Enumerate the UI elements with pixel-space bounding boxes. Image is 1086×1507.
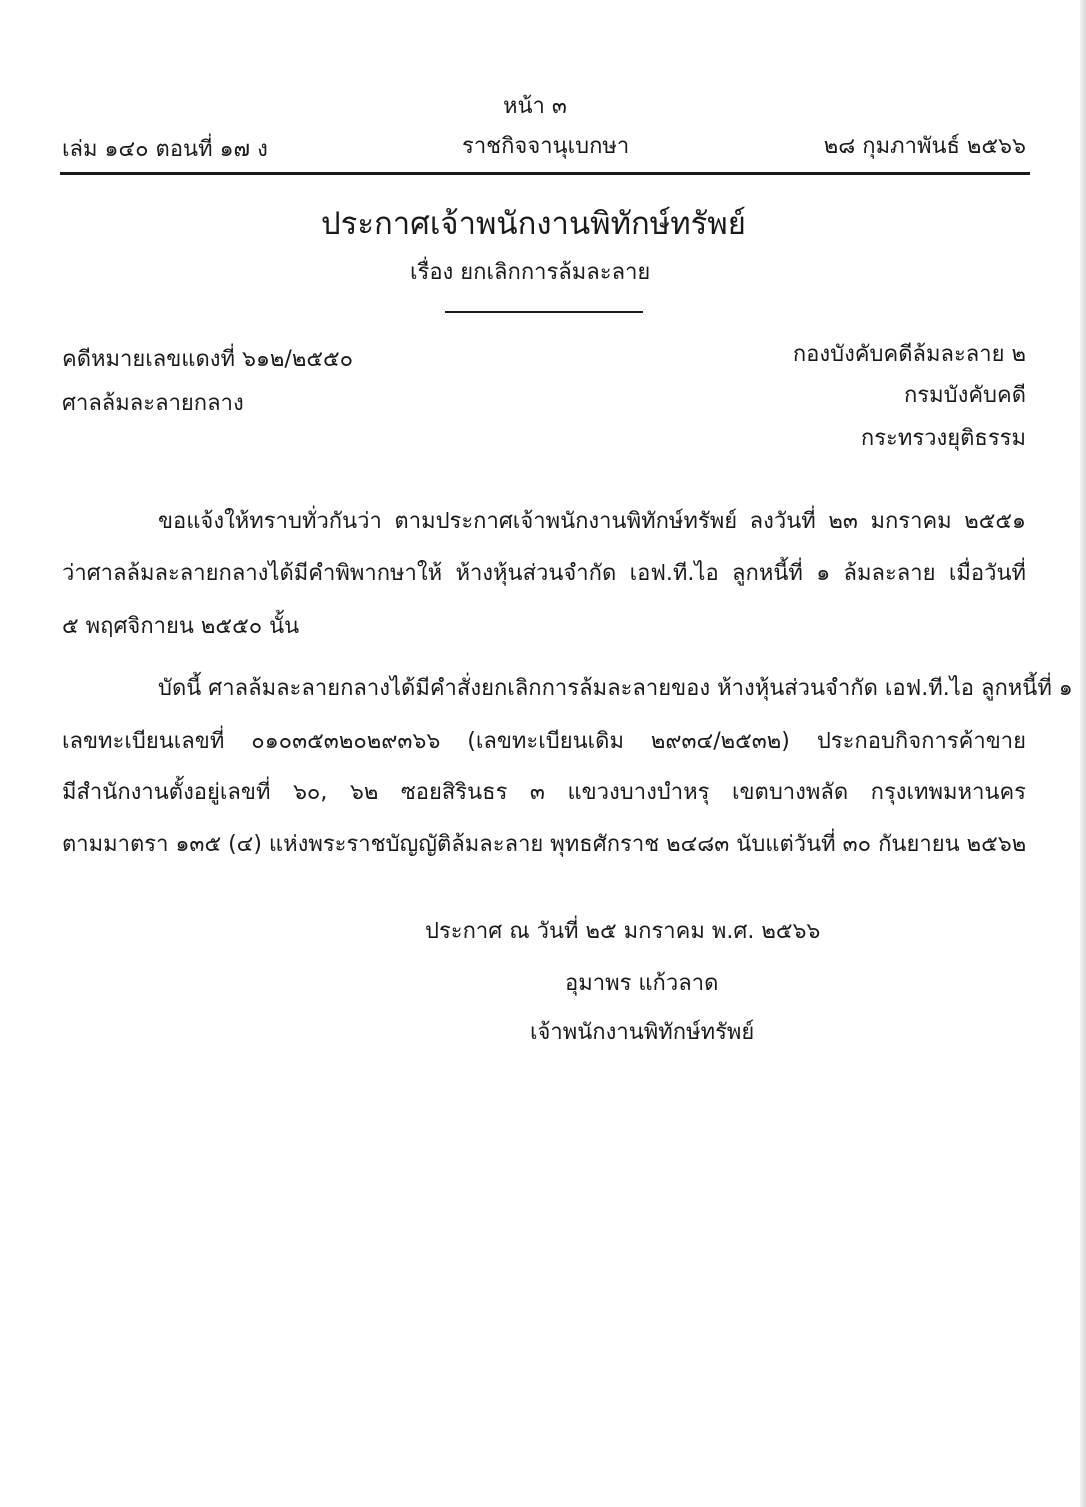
paragraph-1-line-3: ๕ พฤศจิกายน ๒๕๕๐ นั้น <box>62 614 300 639</box>
page-number: หน้า ๓ <box>503 94 567 119</box>
agency-division: กองบังคับคดีล้มละลาย ๒ <box>792 342 1026 367</box>
volume-issue: เล่ม ๑๔๐ ตอนที่ ๑๗ ง <box>62 137 268 162</box>
agency-department: กรมบังคับคดี <box>903 383 1026 408</box>
signatory-position: เจ้าพนักงานพิทักษ์ทรัพย์ <box>530 1020 755 1045</box>
title-divider <box>445 311 643 313</box>
gazette-name: ราชกิจจานุเบกษา <box>462 134 630 159</box>
paragraph-2-line-3: มีสำนักงานตั้งอยู่เลขที่ ๖๐, ๖๒ ซอยสิรินธร ๓ แขวงบางบำหรุ เขตบางพลัด กรุงเทพมหานคร <box>62 780 1026 805</box>
paragraph-1-line-1: ขอแจ้งให้ทราบทั่วกันว่า ตามประกาศเจ้าพนักงานพิทักษ์ทรัพย์ ลงวันที่ ๒๓ มกราคม ๒๕๕๑ <box>158 509 1026 534</box>
announcement-date: ประกาศ ณ วันที่ ๒๕ มกราคม พ.ศ. ๒๕๖๖ <box>425 919 821 944</box>
paragraph-1-line-2: ว่าศาลล้มละลายกลางได้มีคำพิพากษาให้ ห้างหุ้นส่วนจำกัด เอฟ.ที.ไอ ลูกหนี้ที่ ๑ ล้มละลาย เมื่อวันที่ <box>62 561 1026 586</box>
agency-ministry: กระทรวงยุติธรรม <box>860 426 1026 451</box>
paragraph-2-line-2: เลขทะเบียนเลขที่ ๐๑๐๓๕๓๒๐๒๙๓๖๖ (เลขทะเบียนเดิม ๒๙๓๔/๒๕๓๒) ประกอบกิจการค้าขาย <box>62 729 1026 754</box>
case-number: คดีหมายเลขแดงที่ ๖๑๒/๒๕๕๐ <box>62 347 354 372</box>
header-divider <box>60 172 1030 175</box>
paragraph-2-line-4: ตามมาตรา ๑๓๕ (๔) แห่งพระราชบัญญัติล้มละลาย พุทธศักราช ๒๔๘๓ นับแต่วันที่ ๓๐ กันยายน ๒๕๖๒ <box>62 832 1027 857</box>
announcement-subject: เรื่อง ยกเลิกการล้มละลาย <box>410 260 651 285</box>
court-name: ศาลล้มละลายกลาง <box>62 391 244 416</box>
page-edge-shadow <box>1080 0 1086 1507</box>
paragraph-2-line-1: บัดนี้ ศาลล้มละลายกลางได้มีคำสั่งยกเลิกการล้มละลายของ ห้างหุ้นส่วนจำกัด เอฟ.ที.ไอ ลูกหนี้ที่ ๑ <box>158 676 1073 701</box>
announcement-title: ประกาศเจ้าพนักงานพิทักษ์ทรัพย์ <box>321 206 746 242</box>
gazette-date: ๒๘ กุมภาพันธ์ ๒๕๖๖ <box>823 134 1026 159</box>
signatory-name: อุมาพร แก้วลาด <box>565 971 719 996</box>
